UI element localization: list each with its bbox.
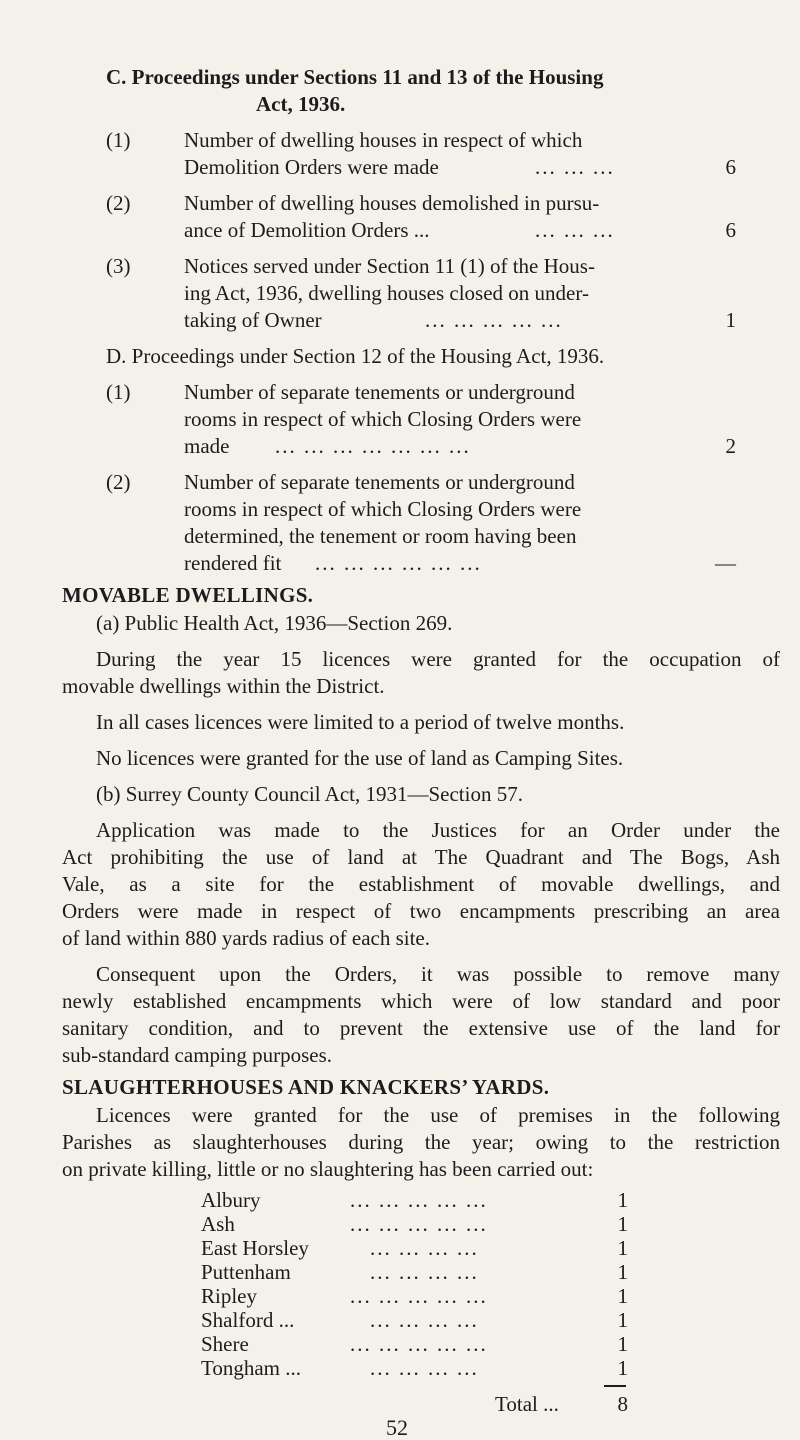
- parish-value-7: 1: [617, 1332, 628, 1356]
- d1-line3: made: [184, 434, 230, 458]
- parish-value-5: 1: [617, 1284, 628, 1308]
- parish-dots-5: ... ... ... ... ...: [350, 1284, 488, 1308]
- d2-line2: rooms in respect of which Closing Orders were: [184, 497, 582, 521]
- d2-number: (2): [106, 470, 131, 494]
- parish-dots-3: ... ... ... ...: [370, 1236, 479, 1260]
- d1-line2: rooms in respect of which Closing Orders were: [184, 407, 582, 431]
- total-label: Total ...: [495, 1392, 559, 1416]
- d1-number: (1): [106, 380, 131, 404]
- parish-dots-6: ... ... ... ...: [370, 1308, 479, 1332]
- page-number: 52: [386, 1415, 408, 1440]
- c2-line1: Number of dwelling houses demolished in pursu-: [184, 191, 600, 215]
- d2-line3: determined, the tenement or room having been: [184, 524, 577, 548]
- slaughter-p-line3: on private killing, little or no slaughtering has been carried out:: [62, 1157, 594, 1181]
- c2-value: 6: [725, 218, 736, 242]
- movable-p5-line3: sanitary condition, and to prevent the extensive use of the land for: [62, 1016, 780, 1040]
- movable-p5-line4: sub-standard camping purposes.: [62, 1043, 333, 1067]
- c3-line1: Notices served under Section 11 (1) of the Hous-: [184, 254, 595, 278]
- movable-p2: In all cases licences were limited to a period of twelve months.: [96, 710, 625, 734]
- movable-p5-line2: newly established encampments which were of low standard and poor: [62, 989, 780, 1013]
- parish-name-8: Tongham ...: [201, 1356, 302, 1380]
- movable-p4-line4: Orders were made in respect of two encampments prescribing an area: [62, 899, 780, 923]
- movable-p1-line1: During the year 15 licences were granted for the occupation of: [96, 647, 780, 671]
- d1-line1: Number of separate tenements or underground: [184, 380, 575, 404]
- movable-dwellings-heading: MOVABLE DWELLINGS.: [62, 583, 314, 607]
- parish-dots-2: ... ... ... ... ...: [350, 1212, 488, 1236]
- movable-p4-line1: Application was made to the Justices for an Order under the: [96, 818, 780, 842]
- c3-leader-dots: ... ... ... ... ...: [425, 308, 563, 332]
- parish-name-7: Shere: [201, 1332, 249, 1356]
- parish-value-2: 1: [617, 1212, 628, 1236]
- parish-value-6: 1: [617, 1308, 628, 1332]
- parish-dots-8: ... ... ... ...: [370, 1356, 479, 1380]
- d2-value: —: [715, 551, 736, 575]
- parish-dots-7: ... ... ... ... ...: [350, 1332, 488, 1356]
- parish-name-4: Puttenham: [201, 1260, 291, 1284]
- section-d-heading: D. Proceedings under Section 12 of the Housing Act, 1936.: [106, 344, 605, 368]
- parish-value-4: 1: [617, 1260, 628, 1284]
- c2-leader-dots: ... ... ...: [535, 218, 615, 242]
- parish-name-3: East Horsley: [201, 1236, 309, 1260]
- movable-p3: No licences were granted for the use of land as Camping Sites.: [96, 746, 624, 770]
- parish-value-8: 1: [617, 1356, 628, 1380]
- parish-name-2: Ash: [201, 1212, 235, 1236]
- movable-sub-a: (a) Public Health Act, 1936—Section 269.: [96, 611, 453, 635]
- c2-number: (2): [106, 191, 131, 215]
- parish-name-5: Ripley: [201, 1284, 257, 1308]
- section-c-heading-line1: C. Proceedings under Sections 11 and 13 of the Housing: [106, 65, 604, 89]
- slaughter-p-line1: Licences were granted for the use of premises in the following: [96, 1103, 780, 1127]
- section-c-heading-line2: Act, 1936.: [256, 92, 346, 116]
- d1-value: 2: [725, 434, 736, 458]
- parish-name-1: Albury: [201, 1188, 261, 1212]
- c1-number: (1): [106, 128, 131, 152]
- d1-leader-dots: ... ... ... ... ... ... ...: [275, 434, 471, 458]
- movable-p4-line5: of land within 880 yards radius of each site.: [62, 926, 430, 950]
- d2-line4: rendered fit: [184, 551, 282, 575]
- c1-value: 6: [725, 155, 736, 179]
- movable-p5-line1: Consequent upon the Orders, it was possible to remove many: [96, 962, 780, 986]
- d2-leader-dots: ... ... ... ... ... ...: [315, 551, 482, 575]
- movable-p4-line2: Act prohibiting the use of land at The Quadrant and The Bogs, Ash: [62, 845, 780, 869]
- c2-line2: ance of Demolition Orders ...: [184, 218, 430, 242]
- c3-line3: taking of Owner: [184, 308, 322, 332]
- c3-line2: ing Act, 1936, dwelling houses closed on under-: [184, 281, 589, 305]
- total-rule: [604, 1385, 626, 1387]
- parish-dots-4: ... ... ... ...: [370, 1260, 479, 1284]
- slaughterhouses-heading: SLAUGHTERHOUSES AND KNACKERS’ YARDS.: [62, 1075, 550, 1099]
- parish-name-6: Shalford ...: [201, 1308, 295, 1332]
- movable-p1-line2: movable dwellings within the District.: [62, 674, 385, 698]
- total-value: 8: [617, 1392, 628, 1416]
- d2-line1: Number of separate tenements or underground: [184, 470, 575, 494]
- movable-p4-line3: Vale, as a site for the establishment of movable dwellings, and: [62, 872, 780, 896]
- slaughter-p-line2: Parishes as slaughterhouses during the year; owing to the restriction: [62, 1130, 780, 1154]
- movable-sub-b: (b) Surrey County Council Act, 1931—Section 57.: [96, 782, 523, 806]
- c3-number: (3): [106, 254, 131, 278]
- parish-dots-1: ... ... ... ... ...: [350, 1188, 488, 1212]
- parish-value-3: 1: [617, 1236, 628, 1260]
- c1-line2: Demolition Orders were made: [184, 155, 439, 179]
- parish-value-1: 1: [617, 1188, 628, 1212]
- c3-value: 1: [725, 308, 736, 332]
- c1-line1: Number of dwelling houses in respect of which: [184, 128, 583, 152]
- c1-leader-dots: ... ... ...: [535, 155, 615, 179]
